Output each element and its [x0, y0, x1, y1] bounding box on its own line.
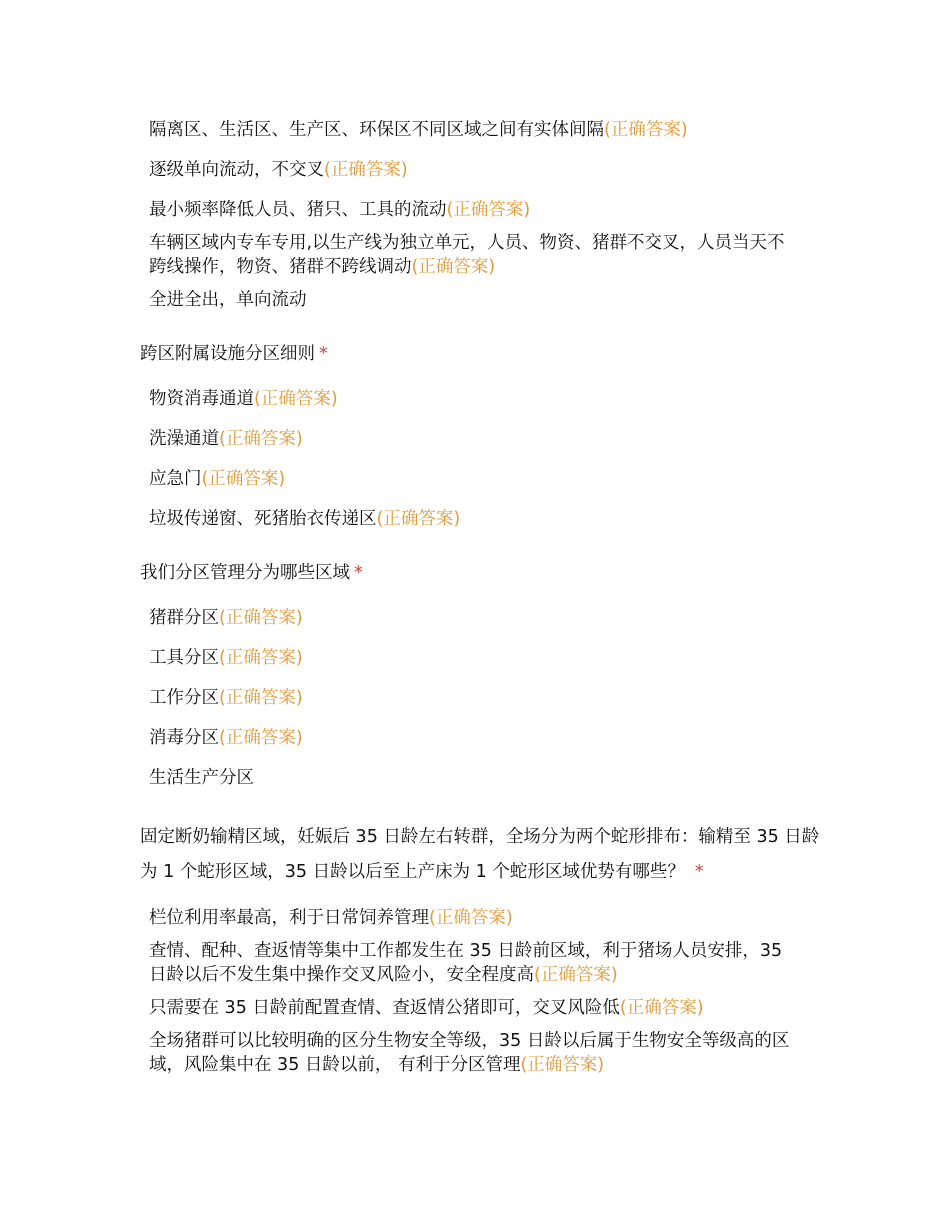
required-mark: *	[354, 563, 363, 583]
correct-answer-tag: (正确答案)	[446, 200, 531, 220]
correct-answer-tag: (正确答案)	[429, 908, 513, 928]
correct-answer-tag: (正确答案)	[534, 965, 618, 985]
option-q2-3: 应急门(正确答案)	[149, 469, 286, 489]
correct-answer-tag: (正确答案)	[520, 1055, 605, 1075]
option-q4-2: 查情、配种、查返情等集中工作都发生在 35 日龄前区域，利于猪场人员安排，35 日龄以后不发生集中操作交叉风险小，安全程度高(正确答案)	[149, 941, 783, 985]
correct-answer-tag: (正确答案)	[411, 257, 496, 277]
option-q4-3: 只需要在 35 日龄前配置查情、查返情公猪即可，交叉风险低(正确答案)	[149, 998, 704, 1018]
option-q2-1: 物资消毒通道(正确答案)	[149, 389, 338, 409]
option-q2-2: 洗澡通道(正确答案)	[149, 429, 303, 449]
question-2-title: 跨区附属设施分区细则 *	[140, 344, 328, 364]
option-q4-1: 栏位利用率最高，利于日常饲养管理(正确答案)	[149, 908, 513, 928]
correct-answer-tag: (正确答案)	[219, 688, 303, 708]
correct-answer-tag: (正确答案)	[219, 728, 303, 748]
option-q3-1: 猪群分区(正确答案)	[149, 608, 303, 628]
question-2	[140, 342, 820, 531]
option-q3-5: 生活生产分区	[149, 768, 254, 788]
question-1-options	[140, 118, 820, 312]
correct-answer-tag: (正确答案)	[324, 160, 408, 180]
correct-answer-tag: (正确答案)	[376, 509, 461, 529]
required-mark: *	[694, 862, 704, 882]
correct-answer-tag: (正确答案)	[219, 429, 303, 449]
correct-answer-tag: (正确答案)	[219, 648, 303, 668]
correct-answer-tag: (正确答案)	[254, 389, 338, 409]
question-3-title: 我们分区管理分为哪些区域 *	[140, 563, 363, 583]
option-q3-2: 工具分区(正确答案)	[149, 648, 303, 668]
option-q1-3: 最小频率降低人员、猪只、工具的流动(正确答案)	[149, 200, 531, 220]
correct-answer-tag: (正确答案)	[219, 608, 303, 628]
option-q4-4: 全场猪群可以比较明确的区分生物安全等级，35 日龄以后属于生物安全等级高的区域，风险集中在 35 日龄以前， 有利于分区管理(正确答案)	[149, 1031, 790, 1075]
question-4-title: 固定断奶输精区域，妊娠后 35 日龄左右转群，全场分为两个蛇形排布：输精至 35 日龄为 1 个蛇形区域，35 日龄以后至上产床为 1 个蛇形区域优势有哪些？ *	[140, 827, 820, 882]
option-q1-1: 隔离区、生活区、生产区、环保区不同区域之间有实体间隔(正确答案)	[149, 120, 688, 140]
correct-answer-tag: (正确答案)	[201, 469, 286, 489]
question-3	[140, 561, 820, 790]
correct-answer-tag: (正确答案)	[604, 120, 688, 140]
correct-answer-tag: (正确答案)	[619, 998, 704, 1018]
question-4	[140, 820, 820, 1077]
survey-answer-sheet	[140, 118, 820, 1086]
option-q1-5: 全进全出，单向流动	[149, 290, 307, 310]
option-q3-4: 消毒分区(正确答案)	[149, 728, 303, 748]
option-q2-4: 垃圾传递窗、死猪胎衣传递区(正确答案)	[149, 509, 461, 529]
option-q3-3: 工作分区(正确答案)	[149, 688, 303, 708]
required-mark: *	[319, 344, 328, 364]
option-q1-2: 逐级单向流动，不交叉(正确答案)	[149, 160, 408, 180]
option-q1-4: 车辆区域内专车专用,以生产线为独立单元，人员、物资、猪群不交叉，人员当天不跨线操作，物资、猪群不跨线调动(正确答案)	[149, 233, 785, 277]
